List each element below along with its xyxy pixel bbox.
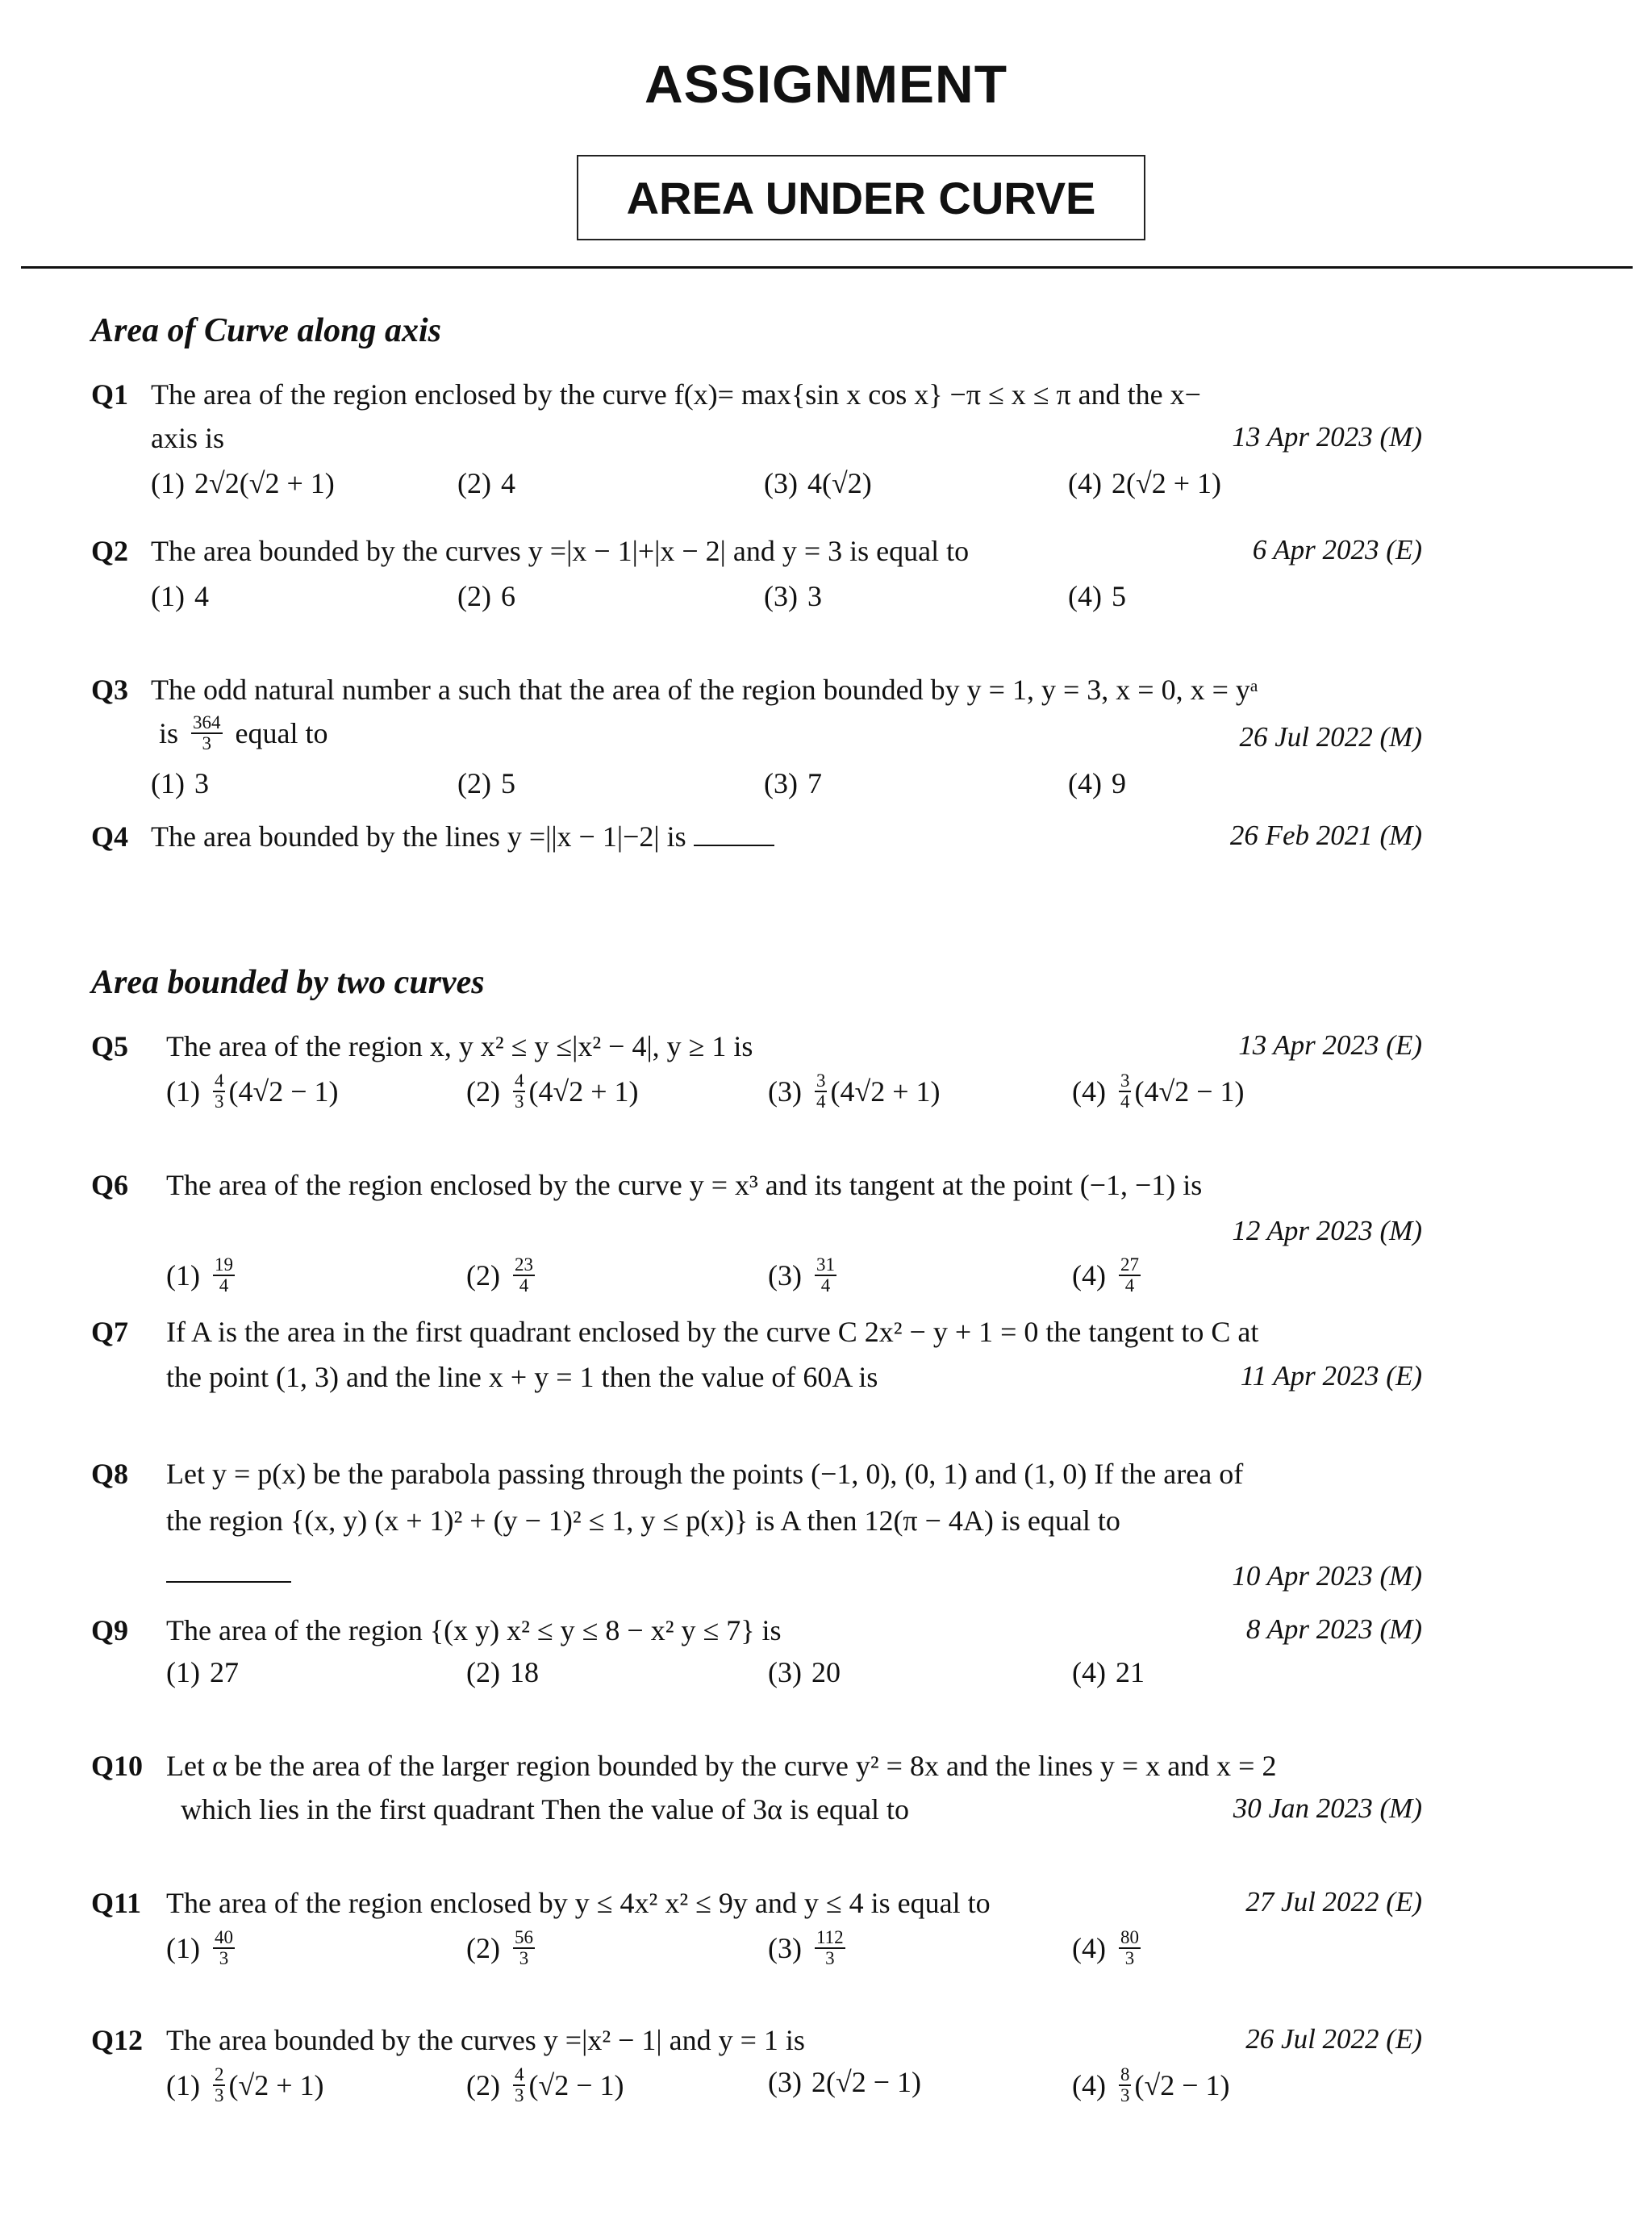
q7-date: 11 Apr 2023 (E): [1240, 1360, 1422, 1392]
q1-text-line2: axis is: [151, 422, 225, 454]
option-label: (4): [1072, 2069, 1106, 2102]
q9-number: Q9: [91, 1614, 129, 1646]
frac-bot: 4: [1124, 1275, 1135, 1296]
q2-number: Q2: [91, 535, 129, 567]
q9-option-2[interactable]: [466, 1655, 539, 1689]
option-value: 4: [500, 467, 515, 499]
frac-top: 4: [213, 1071, 226, 1092]
q3-text-line2: [159, 713, 327, 753]
q8-text-line2: the region {(x, y) (x + 1)² + (y − 1)² ≤ 1, y ≤ p(x)} is A then 12(π − 4A) is equal to: [166, 1504, 1120, 1537]
q9-option-1[interactable]: [166, 1655, 239, 1689]
q3-equal-to: equal to: [235, 717, 328, 750]
q11-option-3[interactable]: [768, 1928, 849, 1968]
page-title: ASSIGNMENT: [644, 54, 1008, 114]
option-fraction: [213, 1255, 235, 1296]
q3-frac-top: 364: [191, 713, 223, 734]
option-label: (4): [1068, 467, 1102, 499]
q11-option-4[interactable]: [1072, 1928, 1144, 1968]
option-value: 2(√2 − 1): [811, 2066, 922, 2098]
option-fraction: [1119, 1071, 1132, 1112]
frac-top: 80: [1119, 1928, 1141, 1949]
q8-answer-blank[interactable]: [166, 1557, 291, 1583]
option-value: 5: [500, 767, 515, 799]
q9-text-line1: The area of the region {(x y) x² ≤ y ≤ 8 − x² y ≤ 7} is: [166, 1614, 782, 1646]
option-label: (4): [1072, 1259, 1106, 1292]
frac-bot: 4: [820, 1275, 831, 1296]
q11-number: Q11: [91, 1887, 142, 1919]
frac-top: 40: [213, 1928, 235, 1949]
option-value: 7: [807, 767, 822, 799]
option-value: (4√2 − 1): [1134, 1075, 1245, 1108]
q6-number: Q6: [91, 1169, 129, 1201]
option-label: (2): [466, 1656, 500, 1688]
q2-option-2[interactable]: [457, 579, 515, 613]
frac-bot: 4: [519, 1275, 529, 1296]
option-value: 5: [1111, 580, 1126, 612]
q6-option-3[interactable]: [768, 1255, 840, 1296]
answer-blank[interactable]: [694, 820, 774, 846]
option-label: (1): [151, 580, 185, 612]
q8-text-line1: Let y = p(x) be the parabola passing through the points (−1, 0), (0, 1) and (1, 0) If the area of: [166, 1458, 1244, 1490]
option-value: (√2 + 1): [228, 2069, 324, 2102]
q3-option-3[interactable]: [764, 766, 822, 800]
frac-bot: 4: [219, 1275, 229, 1296]
q1-number: Q1: [91, 378, 129, 411]
q1-date: 13 Apr 2023 (M): [1232, 421, 1422, 453]
frac-top: 31: [815, 1255, 836, 1276]
q2-text-line1: The area bounded by the curves y =|x − 1|+|x − 2| and y = 3 is equal to: [151, 535, 970, 567]
option-fraction: [513, 1071, 526, 1112]
option-value: (4√2 + 1): [528, 1075, 639, 1108]
option-label: (4): [1072, 1075, 1106, 1108]
option-label: (2): [466, 2069, 500, 2102]
q10-date: 30 Jan 2023 (M): [1233, 1792, 1422, 1824]
frac-top: 112: [815, 1928, 845, 1949]
section-heading-axis: Area of Curve along axis: [91, 312, 442, 349]
q6-date: 12 Apr 2023 (M): [1232, 1215, 1422, 1246]
frac-top: 27: [1119, 1255, 1141, 1276]
option-value: 9: [1111, 767, 1126, 799]
q11-option-1[interactable]: [166, 1928, 238, 1968]
option-value: (√2 − 1): [528, 2069, 624, 2102]
option-value: 4: [194, 580, 209, 612]
option-label: (1): [151, 767, 185, 799]
option-fraction: [815, 1071, 828, 1112]
q3-number: Q3: [91, 674, 129, 706]
header-divider: [21, 266, 1633, 269]
option-value: 6: [500, 580, 515, 612]
option-value: 3: [194, 767, 209, 799]
frac-bot: 3: [825, 1948, 835, 1969]
frac-bot: 3: [1124, 1948, 1135, 1969]
frac-bot: 3: [514, 2085, 524, 2106]
q4-text-line1: [151, 820, 774, 853]
option-label: (1): [151, 467, 185, 499]
frac-top: 23: [513, 1255, 535, 1276]
topic-title: AREA UNDER CURVE: [626, 172, 1096, 223]
q12-option-1[interactable]: [166, 2065, 324, 2105]
q12-option-2[interactable]: [466, 2065, 624, 2105]
q4-text: The area bounded by the lines y =||x − 1|−2| is: [151, 820, 686, 853]
option-label: (3): [764, 767, 798, 799]
q12-text-line1: The area bounded by the curves y =|x² − 1| and y = 1 is: [166, 2024, 805, 2056]
option-value: (√2 − 1): [1134, 2069, 1230, 2102]
option-value: 2√2(√2 + 1): [194, 467, 335, 499]
q12-date: 26 Jul 2022 (E): [1245, 2023, 1422, 2055]
q1-text-line1: The area of the region enclosed by the curve f(x)= max{sin x cos x} −π ≤ x ≤ π and the x−: [151, 378, 1201, 411]
q3-text-line1: The odd natural number a such that the area of the region bounded by y = 1, y = 3, x = 0, x = yᵃ: [151, 674, 1258, 706]
q11-date: 27 Jul 2022 (E): [1245, 1886, 1422, 1917]
option-value: 20: [811, 1656, 841, 1688]
option-value: (4√2 − 1): [228, 1075, 339, 1108]
option-label: (3): [764, 580, 798, 612]
option-label: (2): [457, 580, 491, 612]
option-fraction: [213, 1071, 226, 1112]
option-label: (4): [1072, 1932, 1106, 1965]
frac-top: 8: [1119, 2065, 1132, 2086]
option-label: (2): [466, 1075, 500, 1108]
option-label: (3): [768, 1075, 802, 1108]
option-label: (3): [764, 467, 798, 499]
q2-option-1[interactable]: [151, 579, 209, 613]
q2-date: 6 Apr 2023 (E): [1252, 534, 1422, 565]
frac-bot: 4: [816, 1091, 826, 1112]
q3-is: is: [159, 717, 179, 750]
frac-top: 4: [513, 1071, 526, 1092]
option-fraction: [213, 2065, 226, 2105]
option-label: (3): [768, 2066, 802, 2098]
q3-option-2[interactable]: [457, 766, 515, 800]
q3-option-4[interactable]: [1068, 766, 1126, 800]
frac-bot: 3: [219, 1948, 229, 1969]
option-value: 27: [209, 1656, 239, 1688]
q1-option-3[interactable]: [764, 466, 872, 500]
option-value: 2(√2 + 1): [1111, 467, 1222, 499]
q12-option-3[interactable]: [768, 2065, 921, 2099]
option-value: 18: [509, 1656, 539, 1688]
frac-bot: 3: [214, 2085, 224, 2106]
frac-bot: 4: [1120, 1091, 1130, 1112]
q5-date: 13 Apr 2023 (E): [1238, 1029, 1422, 1061]
frac-top: 19: [213, 1255, 235, 1276]
q5-number: Q5: [91, 1030, 129, 1062]
q8-date: 10 Apr 2023 (M): [1232, 1560, 1422, 1592]
q5-text-line1: The area of the region x, y x² ≤ y ≤|x² − 4|, y ≥ 1 is: [166, 1030, 753, 1062]
q4-date: 26 Feb 2021 (M): [1229, 820, 1422, 851]
q5-option-3[interactable]: [768, 1071, 941, 1112]
section-heading-two-curves: Area bounded by two curves: [91, 964, 485, 1001]
frac-top: 3: [1119, 1071, 1132, 1092]
option-fraction: [815, 1928, 845, 1968]
option-label: (4): [1068, 580, 1102, 612]
q7-text-line2: the point (1, 3) and the line x + y = 1 then the value of 60A is: [166, 1361, 878, 1393]
frac-top: 3: [815, 1071, 828, 1092]
q9-date: 8 Apr 2023 (M): [1245, 1613, 1422, 1645]
option-value: (4√2 + 1): [830, 1075, 941, 1108]
q10-text-line2: which lies in the first quadrant Then the value of 3α is equal to: [181, 1793, 909, 1826]
frac-bot: 3: [214, 1091, 224, 1112]
option-label: (1): [166, 1932, 200, 1965]
q3-option-1[interactable]: [151, 766, 209, 800]
q5-option-1[interactable]: [166, 1071, 339, 1112]
q8-number: Q8: [91, 1458, 129, 1490]
option-fraction: [815, 1255, 836, 1296]
q11-text-line1: The area of the region enclosed by y ≤ 4x² x² ≤ 9y and y ≤ 4 is equal to: [166, 1887, 991, 1919]
q12-option-4[interactable]: [1072, 2065, 1230, 2105]
option-label: (1): [166, 1259, 200, 1292]
option-value: 21: [1115, 1656, 1145, 1688]
q6-option-1[interactable]: [166, 1255, 238, 1296]
q2-option-4[interactable]: [1068, 579, 1126, 613]
q1-option-4[interactable]: [1068, 466, 1221, 500]
frac-top: 56: [513, 1928, 535, 1949]
option-label: (4): [1068, 767, 1102, 799]
option-fraction: [513, 1255, 535, 1296]
option-label: (1): [166, 2069, 200, 2102]
option-fraction: [1119, 1255, 1141, 1296]
option-fraction: [1119, 1928, 1141, 1968]
option-fraction: [513, 1928, 535, 1968]
option-label: (1): [166, 1656, 200, 1688]
q7-number: Q7: [91, 1316, 129, 1348]
frac-bot: 3: [519, 1948, 529, 1969]
option-label: (2): [457, 767, 491, 799]
q9-option-4[interactable]: [1072, 1655, 1145, 1689]
frac-top: 2: [213, 2065, 226, 2086]
q6-option-4[interactable]: [1072, 1255, 1144, 1296]
q10-text-line1: Let α be the area of the larger region bounded by the curve y² = 8x and the lines y = x and x = 2: [166, 1750, 1277, 1782]
option-value: 3: [807, 580, 822, 612]
option-label: (4): [1072, 1656, 1106, 1688]
q1-option-1[interactable]: [151, 466, 335, 500]
q6-text-line1: The area of the region enclosed by the curve y = x³ and its tangent at the point (−1, −1) is: [166, 1169, 1203, 1201]
frac-top: 4: [513, 2065, 526, 2086]
q5-option-2[interactable]: [466, 1071, 639, 1112]
option-fraction: [1119, 2065, 1132, 2105]
q3-date: 26 Jul 2022 (M): [1239, 721, 1422, 753]
option-label: (2): [466, 1932, 500, 1965]
frac-bot: 3: [1120, 2085, 1130, 2106]
option-label: (3): [768, 1656, 802, 1688]
q7-text-line1: If A is the area in the first quadrant enclosed by the curve C 2x² − y + 1 = 0 the tangent to C at: [166, 1316, 1259, 1348]
q10-number: Q10: [91, 1750, 144, 1782]
q1-option-2[interactable]: [457, 466, 515, 500]
option-label: (2): [457, 467, 491, 499]
q4-number: Q4: [91, 820, 129, 853]
frac-bot: 3: [514, 1091, 524, 1112]
q3-frac-bot: 3: [202, 733, 212, 754]
option-label: (2): [466, 1259, 500, 1292]
q2-option-3[interactable]: [764, 579, 822, 613]
option-value: 4(√2): [807, 467, 872, 499]
option-fraction: [513, 2065, 526, 2105]
q6-option-2[interactable]: [466, 1255, 538, 1296]
option-label: (1): [166, 1075, 200, 1108]
option-fraction: [213, 1928, 235, 1968]
option-label: (3): [768, 1259, 802, 1292]
q11-option-2[interactable]: [466, 1928, 538, 1968]
q5-option-4[interactable]: [1072, 1071, 1245, 1112]
topic-title-box: [577, 155, 1145, 240]
q9-option-3[interactable]: [768, 1655, 841, 1689]
q3-fraction: [191, 713, 223, 753]
q12-number: Q12: [91, 2024, 144, 2056]
option-label: (3): [768, 1932, 802, 1965]
